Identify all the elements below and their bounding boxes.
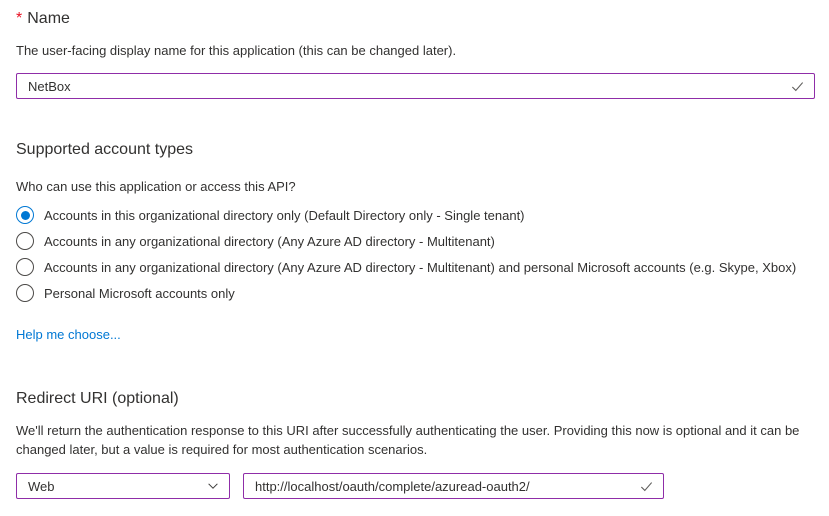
chevron-down-icon [206, 479, 220, 493]
radio-label: Accounts in any organizational directory (Any Azure AD directory - Multitenant) and personal Microsoft accounts (e.g. Skype, Xbox) [44, 259, 797, 275]
account-types-question: Who can use this application or access this API? [16, 179, 296, 194]
redirect-uri-description: We'll return the authentication response to this URI after successfully authenticating the user. Providing this now is optional and it can be changed later, but a value is required for most authentication scenarios. [16, 423, 800, 457]
name-field-description: The user-facing display name for this application (this can be changed later). [16, 43, 457, 58]
name-input[interactable] [17, 79, 790, 94]
valid-checkmark-icon [790, 79, 805, 94]
required-asterisk: * [16, 10, 23, 27]
account-type-option-single-tenant[interactable] [16, 206, 796, 224]
redirect-uri-input-box [243, 473, 664, 499]
radio-button[interactable] [16, 258, 34, 276]
name-input-box [16, 73, 815, 99]
supported-account-types-title: Supported account types [16, 141, 194, 158]
name-label-text: Name [27, 10, 70, 27]
account-types-radio-group [16, 206, 796, 310]
name-field-label [16, 10, 70, 28]
radio-label: Accounts in this organizational directory only (Default Directory only - Single tenant) [44, 207, 525, 223]
account-type-option-multitenant[interactable] [16, 232, 796, 250]
redirect-uri-input[interactable] [244, 479, 639, 494]
account-type-option-personal-only[interactable] [16, 284, 796, 302]
help-me-choose-link[interactable]: Help me choose... [16, 327, 121, 342]
account-type-option-multitenant-personal[interactable] [16, 258, 796, 276]
redirect-uri-title: Redirect URI (optional) [16, 390, 179, 407]
valid-checkmark-icon [639, 479, 654, 494]
radio-button[interactable] [16, 232, 34, 250]
radio-button[interactable] [16, 284, 34, 302]
platform-select-value: Web [28, 478, 55, 494]
radio-label: Accounts in any organizational directory (Any Azure AD directory - Multitenant) [44, 233, 495, 249]
radio-button[interactable] [16, 206, 34, 224]
platform-select[interactable] [16, 473, 230, 499]
radio-label: Personal Microsoft accounts only [44, 285, 235, 301]
